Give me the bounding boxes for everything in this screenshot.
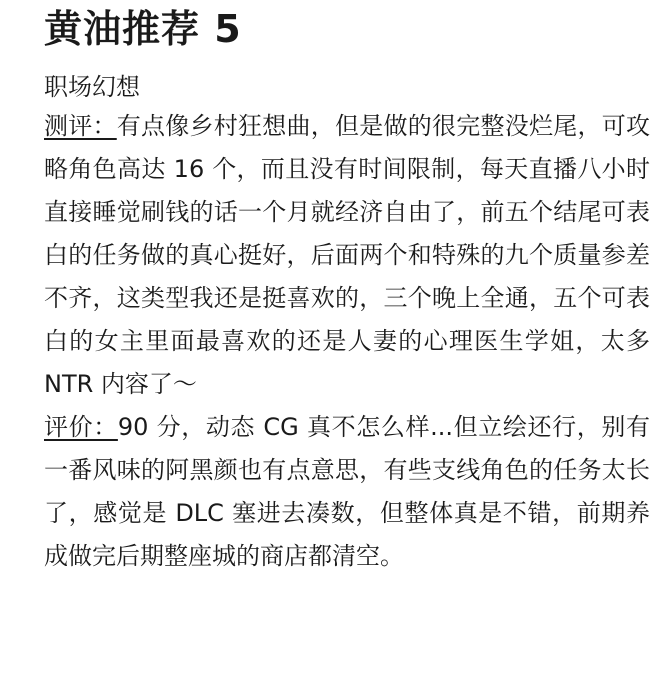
post-subtitle: 职场幻想 <box>44 73 140 101</box>
review-text: 有点像乡村狂想曲，但是做的很完整没烂尾，可攻略角色高达 16 个，而且没有时间限制，每天直播八小时直接睡觉刷钱的话一个月就经济自由了，前五个结尾可表白的任务做的真心挺好，后面两个和特殊的九个质量参差不齐，这类型我还是挺喜欢的，三个晚上全通，五个可表白的女主里面最喜欢的还是人妻的心理医生学姐，太多 NTR 内容了～ <box>44 112 650 398</box>
review-paragraph <box>44 105 650 406</box>
post-title: 黄油推荐 5 <box>44 7 242 51</box>
rating-text: 90 分，动态 CG 真不怎么样...但立绘还行，别有一番风味的阿黑颜也有点意思，有些支线角色的任务太长了，感觉是 DLC 塞进去凑数，但整体真是不错，前期养成做完后期整座城的商店都清空。 <box>44 413 651 570</box>
review-label: 测评： <box>44 112 117 140</box>
rating-paragraph <box>44 406 650 578</box>
rating-label: 评价： <box>44 413 118 441</box>
